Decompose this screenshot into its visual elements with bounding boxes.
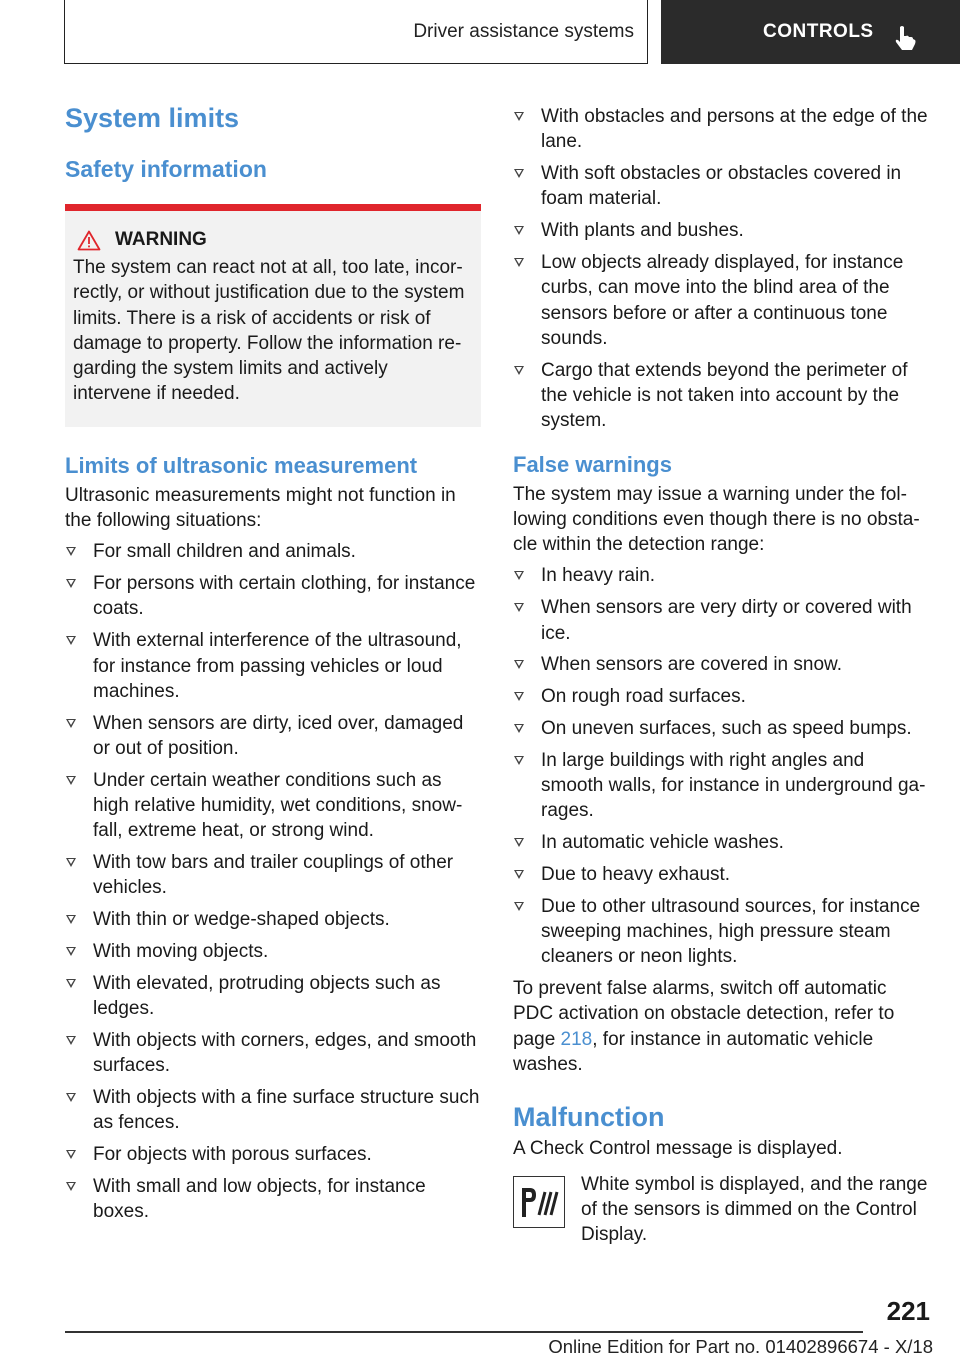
list-item-text: On uneven surfaces, such as speed bumps. bbox=[541, 717, 912, 739]
bullet-triangle-icon bbox=[66, 1182, 76, 1191]
edition-text: Online Edition for Part no. 01402896674 - X/18 bbox=[548, 1336, 933, 1357]
list-item-text: Due to other ultrasound sources, for instance sweeping machines, high pressure steam cleaners or neon lights. bbox=[541, 895, 921, 968]
bullet-triangle-icon bbox=[514, 571, 524, 580]
false-warnings-intro: The system may issue a warning under the fol-lowing conditions even though there is no obsta-cle within the detection range: bbox=[513, 483, 920, 556]
bullet-triangle-icon bbox=[514, 902, 524, 911]
list-item bbox=[65, 907, 481, 932]
list-item-text: With elevated, protruding objects such as ledges. bbox=[93, 972, 441, 1020]
bullet-triangle-icon bbox=[514, 692, 524, 701]
list-item-text: With moving objects. bbox=[93, 941, 269, 963]
list-item-text: When sensors are covered in snow. bbox=[541, 654, 842, 676]
bullet-triangle-icon bbox=[514, 660, 524, 669]
list-item-text: With thin or wedge-shaped objects. bbox=[93, 909, 390, 931]
list-item bbox=[513, 716, 929, 741]
prevent-text-start: To prevent false alarms, switch off automatic PDC activation on obstacle detection, refer to page bbox=[513, 978, 895, 1050]
list-item bbox=[513, 652, 929, 677]
bullet-triangle-icon bbox=[514, 756, 524, 765]
list-item-text: With external interference of the ultrasound, for instance from passing vehicles or loud machines. bbox=[93, 630, 462, 702]
list-item bbox=[65, 971, 481, 1022]
bullet-triangle-icon bbox=[66, 579, 76, 588]
list-item-text: Low objects already displayed, for instance curbs, can move into the blind area of the sensors before or after a continuous tone sounds. bbox=[541, 251, 904, 349]
ultrasonic-intro: Ultrasonic measurements might not function in the following situations: bbox=[65, 484, 456, 532]
bullet-triangle-icon bbox=[514, 258, 524, 267]
bullet-triangle-icon bbox=[66, 1093, 76, 1102]
bullet-triangle-icon bbox=[66, 947, 76, 956]
list-item bbox=[65, 939, 481, 964]
list-item bbox=[65, 628, 481, 704]
list-item bbox=[513, 894, 929, 970]
list-item-text: In large buildings with right angles and smooth walls, for instance in underground ga-rages. bbox=[541, 749, 926, 822]
pdc-sensor-icon bbox=[513, 1176, 565, 1228]
left-column bbox=[65, 100, 481, 1231]
header-chapter-box bbox=[661, 0, 960, 64]
list-item bbox=[65, 1142, 481, 1167]
bullet-triangle-icon bbox=[66, 636, 76, 645]
malfunction-heading: Malfunction bbox=[513, 1102, 665, 1133]
list-item-text: Cargo that extends beyond the perimeter of the vehicle is not taken into account by the system. bbox=[541, 359, 908, 432]
list-item-text: With obstacles and persons at the edge of the lane. bbox=[541, 106, 928, 153]
bullet-triangle-icon bbox=[514, 603, 524, 612]
warning-title bbox=[73, 229, 471, 251]
list-item-text: With plants and bushes. bbox=[541, 220, 744, 242]
right-column bbox=[513, 104, 929, 1247]
warning-box bbox=[65, 204, 481, 427]
malfunction-intro: A Check Control message is displayed. bbox=[513, 1138, 843, 1160]
list-item bbox=[513, 830, 929, 855]
list-item bbox=[513, 563, 929, 588]
list-item bbox=[513, 161, 929, 212]
list-item-text: With small and low objects, for instance boxes. bbox=[93, 1175, 426, 1223]
footer-divider bbox=[65, 1331, 863, 1333]
bullet-triangle-icon bbox=[514, 724, 524, 733]
list-item-text: For persons with certain clothing, for instance coats. bbox=[93, 573, 476, 620]
obstacle-limits-list bbox=[513, 104, 929, 434]
bullet-triangle-icon bbox=[66, 1150, 76, 1159]
list-item-text: Due to heavy exhaust. bbox=[541, 863, 731, 885]
warning-label: WARNING bbox=[115, 229, 207, 250]
malfunction-symbol-row bbox=[513, 1172, 929, 1248]
bullet-triangle-icon bbox=[514, 226, 524, 235]
safety-heading: Safety information bbox=[65, 156, 267, 182]
list-item bbox=[513, 684, 929, 709]
ultrasonic-limits-list bbox=[65, 539, 481, 1224]
bullet-triangle-icon bbox=[66, 858, 76, 867]
warning-triangle-icon bbox=[77, 230, 101, 251]
warning-text: The system can react not at all, too late, incor-rectly, or without justification due to the system limits. There is a risk of accidents or risk of damage to property. Follow the information re-garding the system limits and actively intervene if needed. bbox=[73, 257, 465, 405]
list-item-text: Under certain weather conditions such as high relative humidity, wet conditions, snow-fall, extreme heat, or strong wind. bbox=[93, 769, 463, 842]
list-item-text: On rough road surfaces. bbox=[541, 686, 746, 708]
bullet-triangle-icon bbox=[66, 1036, 76, 1045]
list-item bbox=[513, 748, 929, 824]
bullet-triangle-icon bbox=[514, 838, 524, 847]
false-warnings-heading: False warnings bbox=[513, 451, 672, 477]
list-item bbox=[513, 595, 929, 646]
bullet-triangle-icon bbox=[514, 870, 524, 879]
list-item bbox=[65, 850, 481, 901]
header-section-box bbox=[64, 0, 648, 64]
page-number: 221 bbox=[886, 1296, 930, 1326]
header-section-title: Driver assistance systems bbox=[413, 20, 634, 42]
bullet-triangle-icon bbox=[66, 719, 76, 728]
list-item bbox=[513, 104, 929, 155]
list-item-text: For small children and animals. bbox=[93, 541, 356, 563]
list-item-text: For objects with porous surfaces. bbox=[93, 1144, 372, 1166]
bullet-triangle-icon bbox=[66, 915, 76, 924]
system-limits-title: System limits bbox=[65, 103, 240, 133]
bullet-triangle-icon bbox=[66, 979, 76, 988]
list-item bbox=[65, 539, 481, 564]
list-item-text: In automatic vehicle washes. bbox=[541, 832, 784, 854]
bullet-triangle-icon bbox=[514, 366, 524, 375]
bullet-triangle-icon bbox=[514, 169, 524, 178]
list-item bbox=[65, 768, 481, 844]
list-item bbox=[65, 571, 481, 622]
list-item-text: When sensors are dirty, iced over, damaged or out of position. bbox=[93, 712, 464, 759]
list-item-text: When sensors are very dirty or covered with ice. bbox=[541, 597, 912, 644]
header-chapter-title: CONTROLS bbox=[763, 21, 874, 42]
bullet-triangle-icon bbox=[66, 776, 76, 785]
list-item bbox=[65, 711, 481, 762]
ultrasonic-heading: Limits of ultrasonic measurement bbox=[65, 452, 418, 478]
bullet-triangle-icon bbox=[514, 112, 524, 121]
hand-pointer-icon bbox=[894, 25, 916, 51]
false-warnings-list bbox=[513, 563, 929, 969]
list-item-text: With tow bars and trailer couplings of other vehicles. bbox=[93, 852, 454, 899]
list-item-text: In heavy rain. bbox=[541, 565, 656, 587]
list-item-text: With objects with corners, edges, and smooth surfaces. bbox=[93, 1029, 477, 1077]
malfunction-symbol-text: White symbol is displayed, and the range of the sensors is dimmed on the Control Display. bbox=[581, 1173, 928, 1246]
bullet-triangle-icon bbox=[66, 547, 76, 556]
list-item bbox=[513, 862, 929, 887]
prevent-false-alarms-text bbox=[513, 976, 929, 1077]
list-item bbox=[65, 1085, 481, 1136]
page-218-link[interactable]: 218 bbox=[560, 1028, 593, 1050]
list-item bbox=[513, 358, 929, 434]
list-item bbox=[513, 250, 929, 351]
list-item bbox=[65, 1174, 481, 1225]
list-item bbox=[513, 218, 929, 243]
list-item-text: With objects with a fine surface structure such as fences. bbox=[93, 1087, 480, 1134]
prevent-text-end: , for instance in automatic vehicle washes. bbox=[513, 1028, 874, 1075]
list-item-text: With soft obstacles or obstacles covered in foam material. bbox=[541, 163, 902, 210]
list-item bbox=[65, 1028, 481, 1079]
